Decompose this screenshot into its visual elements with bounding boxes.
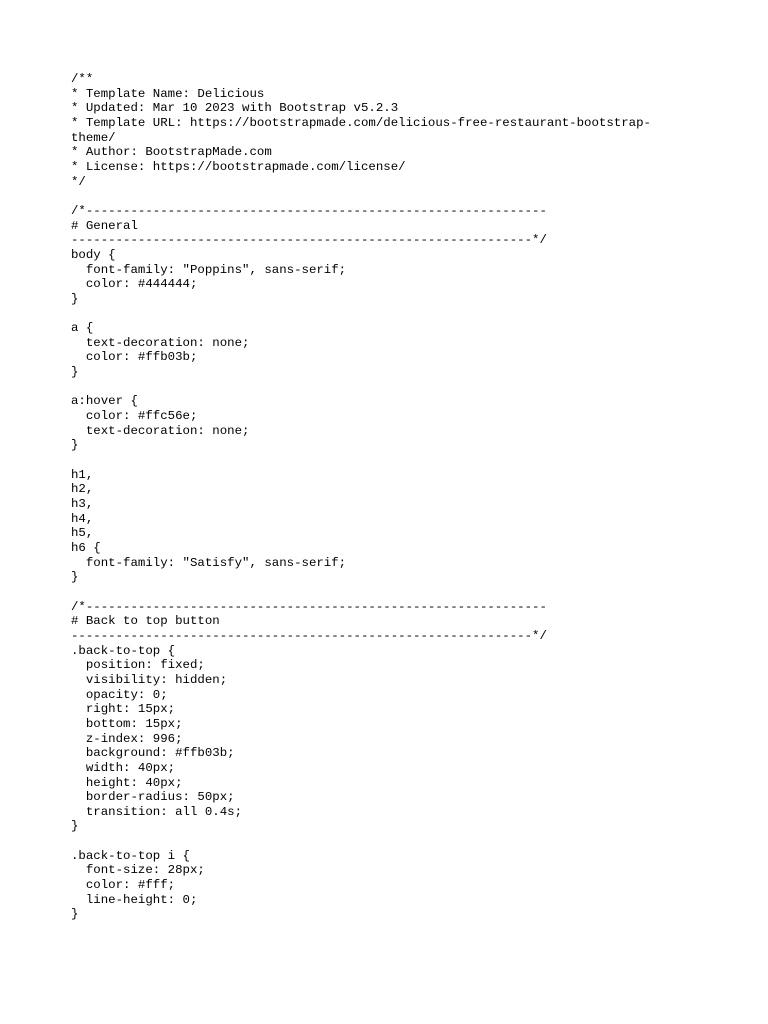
code-line: # General bbox=[71, 218, 138, 233]
code-line: font-family: "Poppins", sans-serif; bbox=[71, 262, 347, 277]
code-line: h3, bbox=[71, 497, 94, 512]
code-line: z-index: 996; bbox=[71, 731, 183, 746]
code-line: visibility: hidden; bbox=[71, 672, 228, 687]
code-line: * Template Name: Delicious bbox=[71, 86, 265, 101]
code-line: } bbox=[71, 570, 79, 585]
code-line: background: #ffb03b; bbox=[71, 746, 235, 761]
code-line: transition: all 0.4s; bbox=[71, 804, 243, 819]
code-line: /*-------------------------------------------------------------- bbox=[71, 203, 547, 218]
code-line: a { bbox=[71, 321, 94, 336]
code-line: /** bbox=[71, 72, 94, 86]
code-line: * Author: BootstrapMade.com bbox=[71, 145, 272, 160]
code-line: * Template URL: https://bootstrapmade.com/delicious-free-restaurant-bootstrap- bbox=[71, 115, 651, 130]
code-line: h6 { bbox=[71, 541, 101, 555]
code-line bbox=[71, 189, 731, 204]
code-line: font-family: "Satisfy", sans-serif; bbox=[71, 555, 347, 570]
code-line: h5, bbox=[71, 526, 94, 541]
code-line bbox=[71, 453, 731, 468]
code-line: .back-to-top i { bbox=[71, 848, 190, 863]
code-line: color: #ffb03b; bbox=[71, 350, 198, 365]
code-line: } bbox=[71, 438, 79, 453]
code-line bbox=[71, 834, 731, 849]
code-line: * Updated: Mar 10 2023 with Bootstrap v5.2.3 bbox=[71, 101, 399, 116]
code-line: border-radius: 50px; bbox=[71, 790, 235, 805]
code-line: font-size: 28px; bbox=[71, 863, 205, 878]
code-line: } bbox=[71, 365, 79, 380]
code-line: --------------------------------------------------------------*/ bbox=[71, 233, 547, 248]
code-line: * License: https://bootstrapmade.com/license/ bbox=[71, 159, 406, 174]
code-line: h4, bbox=[71, 511, 94, 526]
code-line: color: #444444; bbox=[71, 277, 198, 292]
code-line bbox=[71, 585, 731, 600]
code-document bbox=[71, 72, 731, 922]
code-line: height: 40px; bbox=[71, 775, 183, 790]
code-line: /*-------------------------------------------------------------- bbox=[71, 599, 547, 614]
code-line: color: #ffc56e; bbox=[71, 409, 198, 424]
code-line: text-decoration: none; bbox=[71, 423, 250, 438]
code-line: # Back to top button bbox=[71, 614, 220, 629]
code-line: position: fixed; bbox=[71, 658, 205, 673]
code-line: } bbox=[71, 819, 79, 834]
code-line: text-decoration: none; bbox=[71, 335, 250, 350]
code-line: theme/ bbox=[71, 130, 116, 145]
code-line: body { bbox=[71, 247, 116, 262]
code-line bbox=[71, 380, 731, 395]
code-line: color: #fff; bbox=[71, 878, 176, 893]
code-line: --------------------------------------------------------------*/ bbox=[71, 628, 547, 643]
code-line: .back-to-top { bbox=[71, 643, 176, 658]
code-line: h1, bbox=[71, 467, 94, 482]
code-line: */ bbox=[71, 174, 86, 189]
code-line: h2, bbox=[71, 482, 94, 497]
code-line: right: 15px; bbox=[71, 702, 176, 717]
code-line: bottom: 15px; bbox=[71, 716, 183, 731]
code-line: } bbox=[71, 907, 79, 922]
code-line bbox=[71, 307, 731, 322]
code-line: width: 40px; bbox=[71, 760, 176, 775]
code-line: opacity: 0; bbox=[71, 687, 168, 702]
code-line: } bbox=[71, 291, 79, 306]
code-line: a:hover { bbox=[71, 394, 138, 409]
code-line: line-height: 0; bbox=[71, 892, 198, 907]
